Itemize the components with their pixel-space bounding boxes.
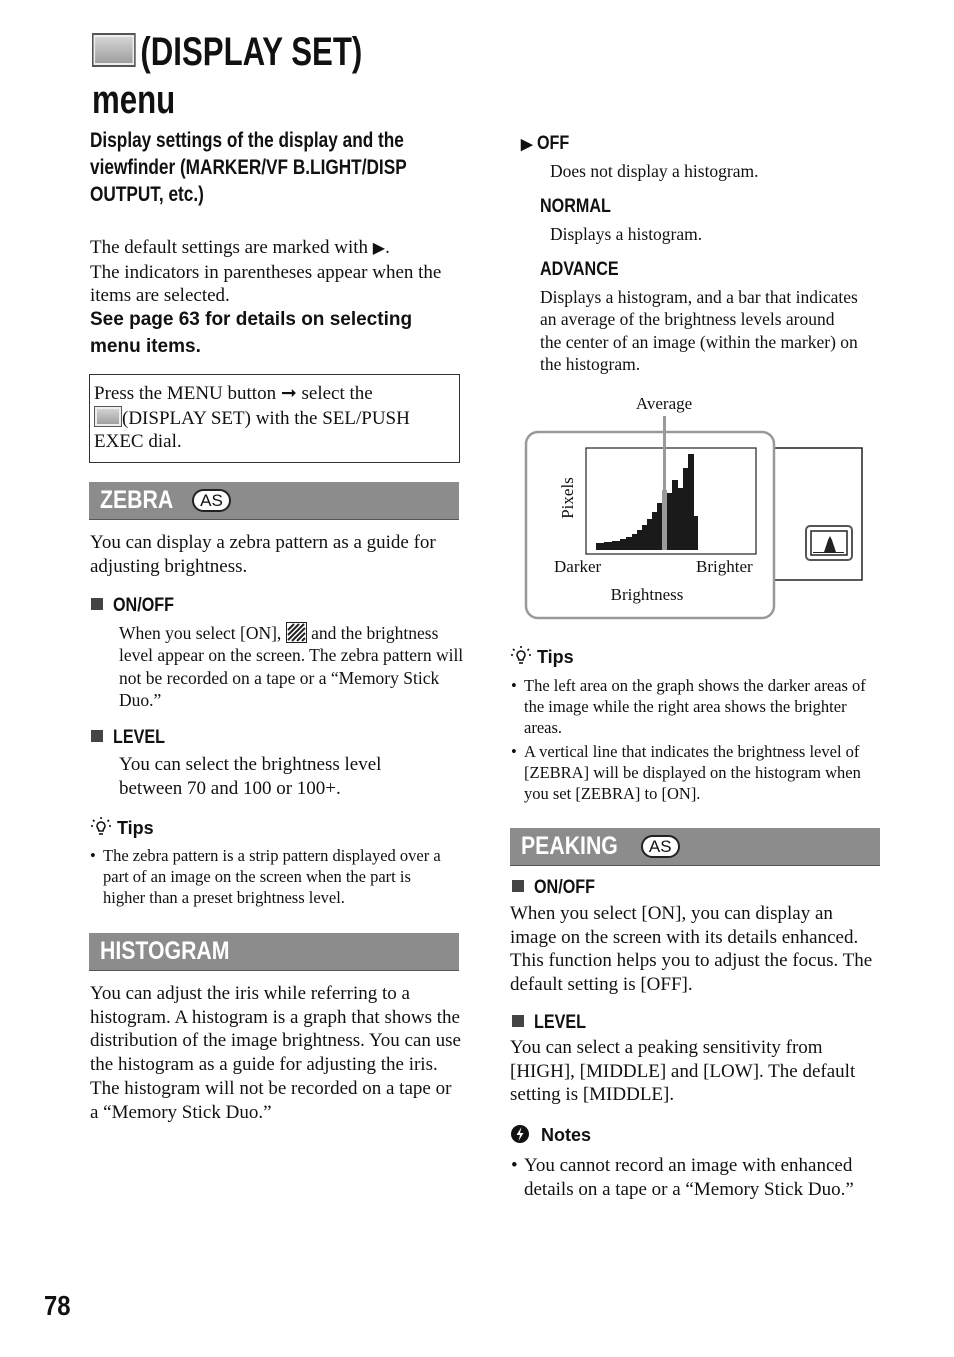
square-bullet-icon [91,598,103,610]
display-set-menu-icon [92,33,136,67]
zebra-level-heading: LEVEL [91,726,174,750]
zebra-tips-list [90,845,455,908]
zebra-level-text: You can select the brightness level between 70 and 100 or 100+. [119,754,382,799]
page-title [92,30,439,122]
peaking-level-heading: LEVEL [512,1011,595,1035]
section-header-peaking: PEAKING AS [510,828,880,866]
zebra-onoff-heading: ON/OFF [91,594,185,618]
option-normal-heading: NORMAL [540,196,611,217]
page-number: 78 [44,1290,71,1321]
square-bullet-icon [512,880,524,892]
y-axis-label: Pixels [558,477,577,519]
default-note: The default settings are marked with ▶. [90,237,390,258]
histogram-tips-list [511,675,879,804]
instruction-box: Press the MENU button ➞ select the (DISPLAY SET) with the SEL/PUSH EXEC dial. [89,374,460,463]
zebra-icon [286,622,307,643]
default-marker-icon: ▶ [521,136,533,153]
peaking-onoff-heading: ON/OFF [512,876,606,900]
zebra-tips-heading: Tips [90,816,154,839]
list-item: • The left area on the graph shows the darker areas of the image while the right area shows the brighter areas. [511,675,879,738]
histogram-illustration [524,388,869,623]
display-set-menu-icon [94,406,122,427]
histogram-figure [524,388,869,623]
see-page-note: See page 63 for details on selecting menu items. [90,309,413,357]
page-subtitle: Display settings of the display and the viewfinder (MARKER/VF B.LIGHT/DISP OUTPUT, etc.) [90,129,407,206]
histogram-tips-heading: Tips [510,645,574,668]
as-badge: AS [192,489,231,512]
peaking-onoff-text: When you select [ON], you can display an image on the screen with its details enhanced. This function helps you to adjust the focus. The default setting is [OFF]. [510,903,873,996]
list-item: • A vertical line that indicates the brightness level of [ZEBRA] will be displayed on the histogram when you set [ZEBRA] to [ON]. [511,741,879,804]
option-advance-heading: ADVANCE [540,259,619,280]
zebra-intro: You can display a zebra pattern as a guide for adjusting brightness. [90,532,436,577]
darker-label: Darker [554,557,602,576]
option-normal-desc: Displays a histogram. [550,224,703,244]
option-off-heading: ▶ OFF [521,133,569,154]
indicators-note: The indicators in parentheses appear when the items are selected. [90,261,442,307]
option-advance-desc: Displays a histogram, and a bar that indicates an average of the brightness levels around the center of an image (within the marker) on the histogram. [540,287,858,374]
zebra-onoff-text: When you select [ON], and the brightness level appear on the screen. The zebra pattern will not be recorded on a tape or a “Memory Stick Duo.” [119,623,464,710]
page-title-line1: (DISPLAY SET) [140,30,363,74]
square-bullet-icon [512,1015,524,1027]
square-bullet-icon [91,730,103,742]
arrow-right-icon: ➞ [280,383,297,404]
x-axis-label: Brightness [610,585,684,604]
notes-icon [510,1124,530,1144]
lightbulb-icon [510,645,532,667]
average-label: Average [635,394,693,413]
option-off-desc: Does not display a histogram. [550,161,759,181]
histogram-text: You can adjust the iris while referring to a histogram. A histogram is a graph that shows the distribution of the image brightness. You can use the histogram as a guide for adjusting the iris. The histogram will not be recorded on a tape or a “Memory Stick Duo.” [90,983,461,1123]
lightbulb-icon [90,816,112,838]
section-header-histogram: HISTOGRAM [89,933,459,971]
brighter-label: Brighter [696,557,753,576]
section-header-zebra: ZEBRA AS [89,482,459,520]
page-title-line2: menu [92,78,176,122]
peaking-level-text: You can select a peaking sensitivity from [HIGH], [MIDDLE] and [LOW]. The default setting is [MIDDLE]. [510,1037,856,1106]
intro-text [90,236,460,308]
list-item: • You cannot record an image with enhanced details on a tape or a “Memory Stick Duo.” [511,1154,883,1201]
as-badge: AS [641,835,680,858]
default-marker-icon: ▶ [372,240,386,257]
peaking-notes-heading: Notes [510,1124,591,1146]
list-item: • The zebra pattern is a strip pattern displayed over a part of an image on the screen when the part is higher than a preset brightness level. [90,845,455,908]
peaking-notes-list [511,1154,883,1201]
